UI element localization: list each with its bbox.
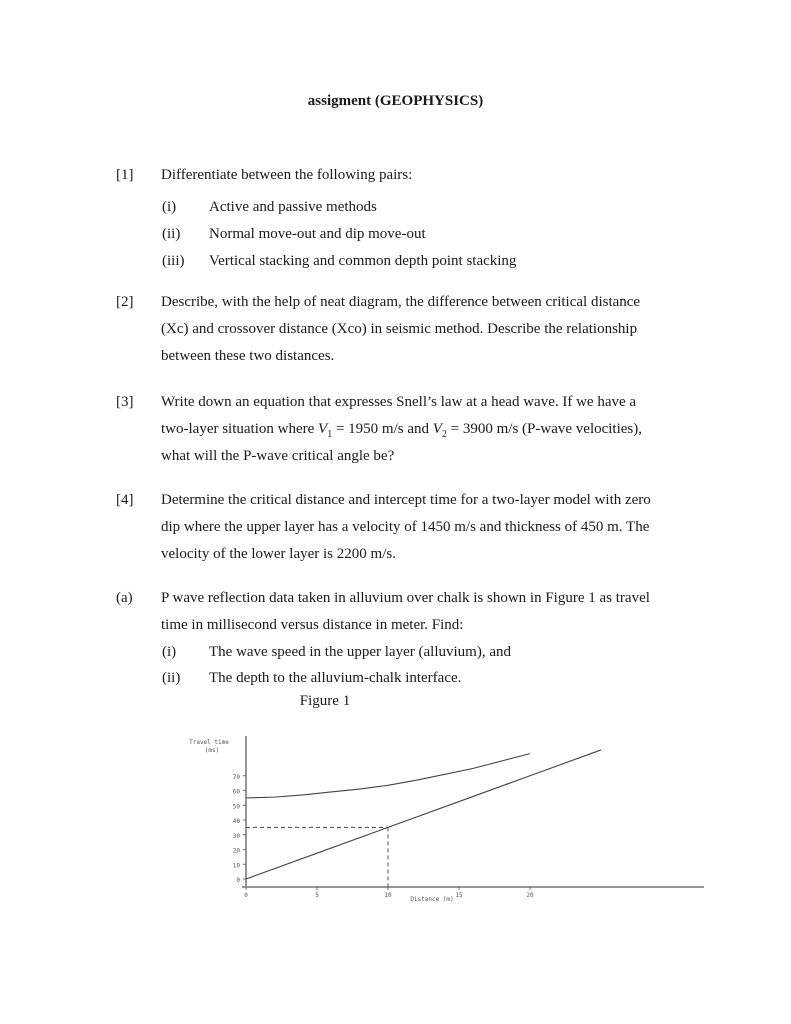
question-4-number: [4] [116, 492, 134, 508]
q1-item-1-number: (i) [162, 199, 177, 215]
x-axis-label: Distance (m) [410, 896, 454, 903]
x-tick-label: 15 [455, 892, 463, 899]
qa-item-2-text: The depth to the alluvium-chalk interface. [209, 670, 462, 686]
question-2-number: [2] [116, 294, 134, 310]
velocity-v2-symbol: V [432, 421, 442, 437]
qa-item-2-number: (ii) [162, 670, 181, 686]
y-tick-label: 20 [232, 847, 240, 855]
question-1-text: Differentiate between the following pairs: [161, 167, 413, 183]
q1-item-3-text: Vertical stacking and common depth point stacking [209, 253, 517, 269]
velocity-v1-subscript: 1 [327, 429, 333, 440]
question-3-line-1: Write down an equation that expresses Snell’s law at a head wave. If we have a [161, 394, 637, 410]
question-4-line-2: dip where the upper layer has a velocity of 1450 m/s and thickness of 450 m. The [161, 519, 650, 535]
figure-caption: Figure 1 [299, 693, 351, 709]
question-a-line-2: time in millisecond versus distance in meter. Find: [161, 617, 464, 633]
x-tick-label: 5 [315, 892, 319, 899]
question-4-line-1: Determine the critical distance and intercept time for a two-layer model with zero [161, 492, 651, 508]
y-tick-label: 0 [236, 877, 240, 884]
question-2-line-2: (Xc) and crossover distance (Xco) in seismic method. Describe the relationship [161, 321, 638, 337]
x-tick-label: 0 [244, 892, 248, 899]
q1-item-3-number: (iii) [162, 253, 185, 269]
q1-item-1-text: Active and passive methods [209, 199, 377, 215]
velocity-v2-subscript: 2 [441, 429, 447, 440]
direct-wave-line [246, 750, 601, 879]
question-a-line-1: P wave reflection data taken in alluvium over chalk is shown in Figure 1 as travel [161, 590, 650, 606]
page-title: assigment (GEOPHYSICS) [307, 93, 484, 109]
q3-line-2-part-a: two-layer situation where [161, 421, 319, 437]
x-tick-label: 20 [526, 892, 534, 899]
qa-item-1-text: The wave speed in the upper layer (alluvium), and [209, 644, 511, 660]
qa-item-1-number: (i) [162, 644, 177, 660]
question-3-number: [3] [116, 394, 134, 410]
question-2-line-3: between these two distances. [161, 348, 335, 364]
y-tick-label: 40 [232, 818, 240, 825]
velocity-v1-symbol: V [318, 421, 328, 437]
question-4-line-3: velocity of the lower layer is 2200 m/s. [161, 546, 396, 562]
y-axis-label-unit: (ms) [204, 747, 220, 754]
question-3-line-3: what will the P-wave critical angle be? [161, 448, 395, 464]
q3-line-2-part-b: = 1950 m/s and [332, 421, 433, 437]
q1-item-2-text: Normal move-out and dip move-out [209, 226, 426, 242]
q1-item-2-number: (ii) [162, 226, 181, 242]
y-tick-label: 70 [232, 773, 240, 781]
question-2-line-1: Describe, with the help of neat diagram, the difference between critical distance [161, 294, 641, 310]
q3-line-2-part-c: = 3900 m/s (P-wave velocities), [446, 421, 643, 437]
y-tick-label: 50 [232, 803, 240, 811]
x-tick-label: 10 [384, 892, 392, 899]
y-axis-label: Travel time [189, 739, 229, 746]
question-a-number: (a) [116, 590, 133, 606]
question-1-number: [1] [116, 167, 134, 183]
y-tick-label: 60 [232, 788, 240, 796]
y-tick-label: 30 [232, 832, 240, 840]
y-tick-label: 10 [232, 862, 240, 870]
